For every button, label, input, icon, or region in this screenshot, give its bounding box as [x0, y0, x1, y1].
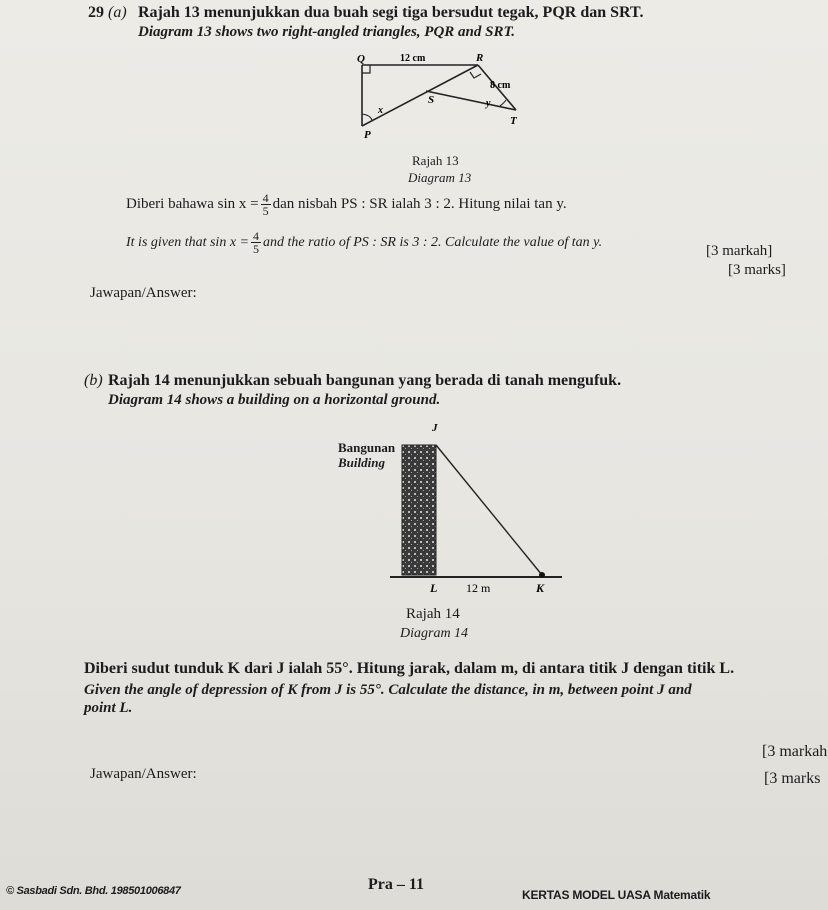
- angle-y-label: y: [486, 98, 491, 109]
- vertex-s: S: [428, 94, 435, 106]
- marks-b-malay: [3 markah: [762, 743, 828, 760]
- building-label-malay: Bangunan: [338, 440, 396, 455]
- vertex-j: J: [432, 422, 438, 434]
- vertex-r: R: [476, 52, 484, 64]
- fraction-sin-x: [261, 192, 271, 217]
- diagram-14-caption-malay: Rajah 14: [406, 606, 460, 622]
- part-b-intro-english: Diagram 14 shows a building on a horizontal ground.: [108, 392, 441, 408]
- building-label-english: Building: [338, 455, 385, 470]
- part-b-label: (b): [84, 372, 103, 389]
- diagram-13-caption-english: Diagram 13: [408, 170, 472, 185]
- fraction-numerator-english: 4: [253, 229, 259, 243]
- angle-x-arc: [362, 114, 372, 120]
- marks-b-english: [3 marks: [764, 770, 821, 787]
- answer-label-b: Jawapan/Answer:: [90, 766, 197, 782]
- angle-y-arc: [500, 100, 506, 106]
- building-shape: [402, 445, 436, 575]
- fraction-denominator-english: 5: [253, 242, 259, 256]
- answer-label-a: Jawapan/Answer:: [90, 285, 197, 301]
- marks-a-english: [3 marks]: [728, 262, 786, 278]
- part-a-intro-malay: Rajah 13 menunjukkan dua buah segi tiga bersudut tegak, PQR dan SRT.: [138, 4, 644, 21]
- vertex-p: P: [364, 129, 371, 141]
- side-pr: [362, 65, 478, 126]
- given-a-malay: [126, 192, 567, 217]
- given-a-english-post: and the ratio of PS : SR is 3 : 2. Calculate the value of tan y.: [263, 234, 603, 250]
- part-b-intro-malay: Rajah 14 menunjukkan sebuah bangunan yang berada di tanah mengufuk.: [108, 372, 622, 389]
- length-rt: 8 cm: [490, 80, 511, 91]
- footer-paper-title: KERTAS MODEL UASA Matematik: [522, 888, 711, 902]
- given-a-english: [126, 230, 602, 255]
- given-a-english-pre: It is given that sin x =: [126, 234, 249, 250]
- diagram-14: [390, 415, 570, 605]
- given-b-malay: Diberi sudut tunduk K dari J ialah 55°. Hitung jarak, dalam m, di antara titik J dengan titik L.: [84, 660, 735, 677]
- given-a-malay-pre: Diberi bahawa sin x =: [126, 196, 259, 212]
- right-angle-q-mark: [362, 65, 370, 73]
- given-b-english: Given the angle of depression of K from J is 55°. Calculate the distance, in m, between point J and: [84, 682, 692, 698]
- line-jk: [436, 445, 542, 575]
- part-a-label: (a): [108, 4, 127, 21]
- point-k-dot: [539, 572, 545, 578]
- vertex-t: T: [510, 115, 517, 127]
- part-a-intro-english: Diagram 13 shows two right-angled triangles, PQR and SRT.: [138, 24, 516, 40]
- vertex-l: L: [430, 581, 438, 595]
- diagram-13: [340, 48, 540, 158]
- diagram-13-caption-malay: Rajah 13: [412, 153, 459, 168]
- length-lk: 12 m: [466, 581, 491, 595]
- question-number: 29: [88, 4, 104, 21]
- vertex-q: Q: [357, 53, 365, 65]
- footer-publisher: © Sasbadi Sdn. Bhd. 198501006847: [6, 885, 181, 897]
- footer-page-number: Pra – 11: [368, 876, 424, 893]
- fraction-numerator: 4: [262, 191, 269, 205]
- length-qr: 12 cm: [400, 53, 426, 64]
- fraction-denominator: 5: [262, 204, 269, 218]
- diagram-14-caption-english: Diagram 14: [400, 626, 469, 641]
- given-a-malay-post: dan nisbah PS : SR ialah 3 : 2. Hitung nilai tan y.: [272, 196, 567, 212]
- right-angle-r-mark: [470, 72, 481, 78]
- fraction-sin-x-english: [251, 230, 261, 255]
- angle-x-label: x: [378, 105, 383, 116]
- given-b-english-2: point L.: [84, 700, 133, 716]
- vertex-k: K: [536, 581, 545, 595]
- marks-a-malay: [3 markah]: [706, 243, 773, 259]
